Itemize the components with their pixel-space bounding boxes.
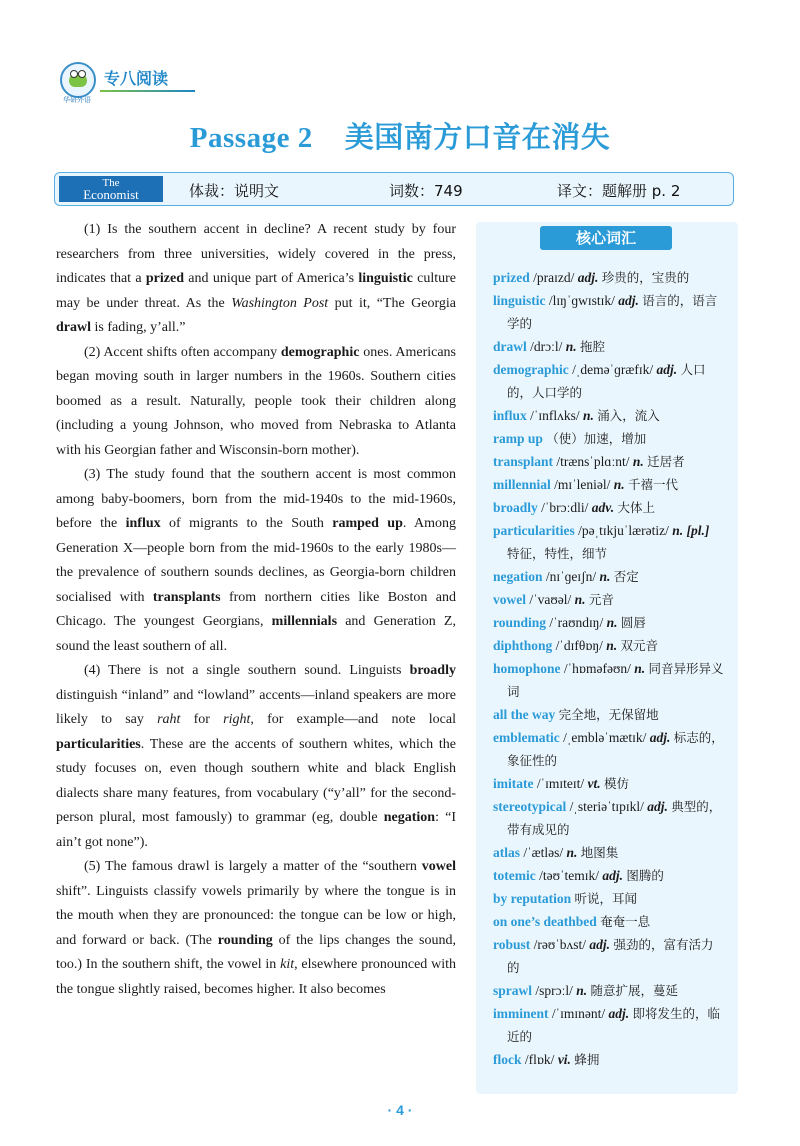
vocab-ipa: /flɒk/ [524,1052,555,1067]
passage-title: 美国南方口音在消失 [344,122,611,154]
vocab-word: stereotypical [493,799,567,814]
vocab-entry [493,519,725,565]
page-number: · 4 · [387,1102,413,1118]
frog-icon [69,73,87,87]
vocab-meaning: 否定 [613,569,639,584]
vocab-entry [493,910,725,933]
vocab-pos: n. [599,569,611,584]
vocab-pos: adj. [608,1006,630,1021]
vocab-meaning: 随意扩展，蔓延 [590,983,679,998]
vocab-entry [493,450,725,473]
vocab-entry [493,703,725,726]
vocab-ipa: /drɔːl/ [530,339,563,354]
vocab-entry [493,933,725,979]
paragraph: (3) The study found that the southern accent is most common among baby-boomers, born from the mid-1940s to the mid-1960s, before the influx of migrants to the South ramped up. Among Generation X—people born from the mid-1960s to the early 1980s—the prevalence of southern sounds declines, as Georgia-born children socialised with transplants from northern cities like Boston and Chicago. The youngest Georgians, millennials and Generation Z, sound the least southern of all. [56,467,457,654]
vocab-word: prized [493,270,530,285]
vocab-word: homophone [493,661,561,676]
vocab-meaning: 千禧一代 [628,477,679,492]
vocab-highlight: linguistic [358,271,413,286]
vocab-word: drawl [493,339,527,354]
vocab-entry [493,1048,725,1071]
vocab-highlight: rounding [217,932,273,948]
italic-term: kit [280,957,295,972]
source-line2: Economist [83,187,139,202]
logo-caption: 华研外语 [63,97,91,104]
vocab-meaning: 完全地，无保留地 [558,707,659,722]
vocab-ipa: /ˈraʊndɪŋ/ [549,615,604,630]
vocab-word: broadly [493,500,538,515]
page-title [0,115,800,156]
vocab-pos: vi. [557,1052,571,1067]
vocab-word: diphthong [493,638,553,653]
vocab-meaning: （使）加速，增加 [546,431,647,446]
vocab-meaning: 奄奄一息 [600,914,651,929]
vocab-ipa: /sprɔːl/ [535,983,573,998]
vocab-ipa: /pəˌtɪkjuˈlærətiz/ [578,523,669,538]
vocab-meaning: 标志的，象征性的 [507,730,724,768]
vocab-pos: adj. [589,937,611,952]
vocab-word: atlas [493,845,520,860]
word-count: 词数：749 [389,182,463,200]
vocab-entry [493,979,725,1002]
vocab-word: transplant [493,454,554,469]
vocab-pos: adj. [618,293,639,308]
vocab-word: particularities [493,523,575,538]
vocab-meaning: 图腾的 [626,868,664,883]
vocab-meaning: 人口的，人口学的 [507,362,706,400]
vocab-highlight: millennials [271,614,338,629]
vocab-ipa: /ˌsteriəˈtɪpɪkl/ [569,799,644,814]
vocab-ipa: /trænsˈplɑːnt/ [556,454,630,469]
vocab-word: millennial [493,477,551,492]
vocab-highlight: influx [125,516,161,531]
vocab-ipa: /ˌembləˈmætɪk/ [563,730,647,745]
vocab-meaning: 语言的，语言学的 [507,293,718,331]
vocab-meaning: 双元音 [620,638,659,653]
vocab-ipa: /ˈɪmɪnənt/ [551,1006,606,1021]
vocab-meaning: 模仿 [603,776,629,791]
italic-term: right [223,712,251,727]
vocab-meaning: 地图集 [580,845,619,860]
vocab-ipa: /ˌdeməˈɡræfɪk/ [572,362,654,377]
series-tag: 专八阅读 [104,69,169,88]
vocab-word: influx [493,408,527,423]
vocab-entry [493,864,725,887]
vocab-pos: adj. [649,730,671,745]
vocab-word: imitate [493,776,534,791]
vocab-highlight: negation [383,810,436,825]
vocab-meaning: 涌入，流入 [597,408,660,423]
passage-body [56,218,456,1002]
vocab-word: totemic [493,868,536,883]
vocab-pos: n. [634,661,646,676]
translation-ref: 译文：题解册 p. 2 [557,182,681,200]
vocab-entry [493,772,725,795]
vocab-ipa: /ˈvaʊəl/ [529,592,572,607]
vocab-meaning: 圆唇 [620,615,646,630]
vocab-entry [493,726,725,772]
vocab-entry [493,404,725,427]
vocab-ipa: /mɪˈleniəl/ [554,477,611,492]
vocab-ipa: /lɪŋˈɡwɪstɪk/ [548,293,615,308]
publisher-logo [60,62,96,98]
vocab-pos: n. [565,339,577,354]
vocab-highlight: ramped up [332,516,403,531]
source-line1: The [102,177,120,189]
vocab-word: rounding [493,615,547,630]
vocab-ipa: /ˈɪmɪteɪt/ [536,776,585,791]
vocab-word: imminent [493,1006,549,1021]
vocab-word: sprawl [493,983,533,998]
vocab-highlight: drawl [56,320,91,335]
vocab-meaning: 珍贵的，宝贵的 [601,270,690,285]
vocab-highlight: prized [145,271,184,286]
vocab-ipa: /ˈætləs/ [523,845,564,860]
vocab-entry [493,289,725,335]
vocab-entry [493,266,725,289]
paragraph: (4) There is not a single southern sound. Linguists broadly distinguish “inland” and “lowland” accents—inland speakers are more likely to say raht for right, for example—and note local particularities. These are the accents of southern whites, which the study focuses on, even though southern white and black English dialects share many features, from vocabulary (“y’all” for the second-person plural, most famously) to grammar (eg, double negation: “I ain’t got none”). [56,663,457,850]
vocab-list [493,266,725,1071]
vocab-word: flock [493,1052,522,1067]
vocab-highlight: particularities [56,736,141,752]
vocab-meaning: 典型的，带有成见的 [507,799,722,837]
vocab-pos: adj. [656,362,678,377]
vocab-meaning: 即将发生的，临近的 [507,1006,721,1044]
series-underline [100,90,195,92]
vocab-pos: n. [pl.] [672,523,710,538]
vocab-pos: adj. [647,799,668,814]
genre-label: 体裁：说明文 [189,182,280,200]
vocab-ipa: /ˈbrɔːdli/ [541,500,589,515]
vocab-pos: n. [566,845,578,860]
vocab-pos: adj. [577,270,599,285]
vocab-pos: adv. [591,500,615,515]
vocab-entry [493,335,725,358]
vocab-word: linguistic [493,293,546,308]
vocab-entry [493,1002,725,1048]
italic-term: raht [157,712,181,727]
vocab-entry [493,473,725,496]
vocab-word: negation [493,569,543,584]
vocab-word: on one’s deathbed [493,914,597,929]
vocab-ipa: /ˈɪnflʌks/ [530,408,580,423]
vocab-entry [493,657,725,703]
vocab-pos: n. [606,638,618,653]
vocab-word: emblematic [493,730,560,745]
vocab-highlight: vowel [421,859,456,874]
passage-number: Passage 2 [189,122,313,154]
source-logo [59,176,163,202]
italic-term: Washington Post [231,295,329,311]
vocab-pos: n. [583,408,594,423]
vocab-entry [493,588,725,611]
vocab-pos: n. [574,592,586,607]
vocab-highlight: demographic [280,344,360,360]
vocab-ipa: /ˈdɪfθɒŋ/ [555,638,603,653]
vocab-word: vowel [493,592,526,607]
vocab-word: all the way [493,707,556,722]
vocab-ipa: /nɪˈɡeɪʃn/ [545,569,597,584]
vocab-title: 核心词汇 [540,226,672,250]
vocab-ipa: /rəʊˈbʌst/ [533,937,587,952]
paragraph: (2) Accent shifts often accompany demographic ones. Americans began moving south in larger numbers in the 1960s. Southern cities boomed as a result. Naturally, people took their children along (including a young Johnson, who moved from Nebraska to Atlanta with his Georgian father and Wisconsin-born mother). [56,344,456,458]
vocab-meaning: 迁居者 [647,454,685,469]
vocab-pos: n. [606,615,618,630]
vocab-ipa: /təʊˈtemɪk/ [539,868,600,883]
paragraph: (5) The famous drawl is largely a matter of the “southern vowel shift”. Linguists classify vowels primarily by where the tongue is in the mouth when they are pronounced: the tongue can be low or high, and forward or back. (The rounding of the lips changes the sound, too.) In the southern shift, the vowel in kit, elsewhere pronounced with the tongue slightly raised, becomes higher. It also becomes [56,859,456,997]
vocab-pos: n. [576,983,588,998]
paragraph: (1) Is the southern accent in decline? A recent study by four researchers from three universities, widely covered in the press, indicates that a prized and unique part of America’s linguistic culture may be under threat. As the Washington Post put it, “The Georgia drawl is fading, y’all.” [56,222,456,335]
vocab-entry [493,358,725,404]
vocab-entry [493,565,725,588]
vocab-word: robust [493,937,531,952]
vocab-meaning: 蜂拥 [574,1052,600,1067]
vocab-meaning: 拖腔 [580,339,606,354]
vocab-entry [493,634,725,657]
vocab-entry [493,427,725,450]
vocab-word: by reputation [493,891,572,906]
vocab-ipa: /ˈhɒməfəʊn/ [563,661,631,676]
vocab-meaning: 特征，特性，细节 [507,546,608,561]
info-bar [54,172,734,206]
vocab-meaning: 强劲的，富有活力的 [507,937,714,975]
vocab-pos: n. [613,477,625,492]
vocab-word: ramp up [493,431,543,446]
vocab-pos: vt. [587,776,601,791]
vocab-meaning: 大体上 [617,500,656,515]
vocab-entry [493,795,725,841]
vocab-meaning: 听说，耳闻 [574,891,638,906]
vocab-highlight: transplants [152,589,221,605]
vocab-entry [493,496,725,519]
vocab-highlight: broadly [409,663,456,678]
vocab-entry [493,841,725,864]
vocab-pos: n. [632,454,644,469]
vocab-meaning: 同音异形异义词 [507,661,724,699]
vocab-meaning: 元音 [588,592,614,607]
vocab-entry [493,887,725,910]
vocab-pos: adj. [602,868,624,883]
vocab-ipa: /praɪzd/ [533,270,575,285]
vocab-word: demographic [493,362,569,377]
vocab-entry [493,611,725,634]
